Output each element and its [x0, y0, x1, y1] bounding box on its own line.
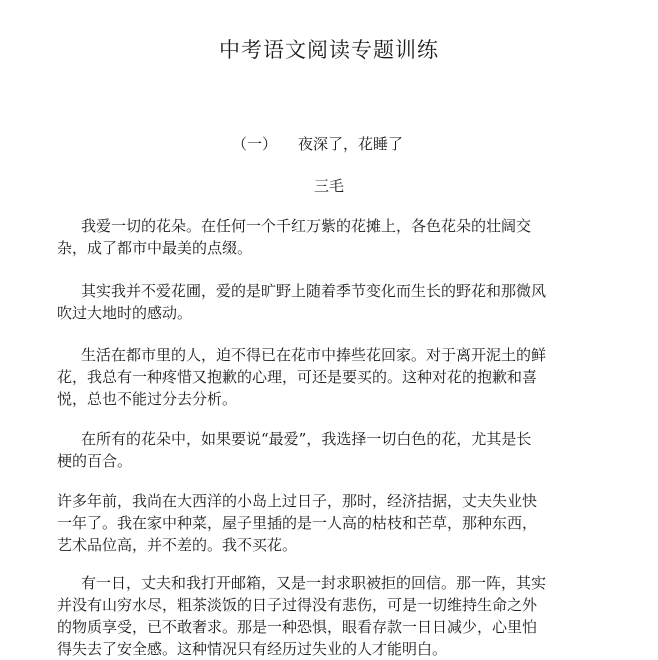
document-title: 中考语文阅读专题训练	[219, 38, 439, 62]
paragraph-line: 生活在都市里的人，迫不得已在花市中捧些花回家。对于离开泥土的鲜	[81, 346, 547, 364]
paragraph-line: 有一日，丈夫和我打开邮箱，又是一封求职被拒的回信。那一阵，其实	[81, 574, 547, 592]
paragraph-line: 梗的百合。	[57, 452, 133, 470]
paragraph-4	[57, 428, 587, 472]
paragraph-line: 并没有山穷水尽，粗茶淡饭的日子过得没有悲伤，可是一切维持生命之外	[57, 596, 538, 614]
paragraph-3	[57, 344, 587, 410]
paragraph-line: 悦，总也不能过分去分析。	[57, 390, 238, 408]
author-name: 三毛	[313, 177, 344, 195]
section-heading	[0, 133, 658, 155]
paragraph-line: 在所有的花朵中，如果要说“最爱”，我选择一切白色的花，尤其是长	[81, 430, 532, 448]
paragraph-5	[57, 490, 587, 556]
paragraph-6	[57, 572, 587, 660]
section-title: 夜深了，花睡了	[298, 135, 404, 153]
paragraph-line: 花，我总有一种疼惜又抱歉的心理，可还是要买的。这种对花的抱歉和喜	[57, 368, 538, 386]
paragraph-line: 艺术品位高，并不差的。我不买花。	[57, 536, 298, 554]
paragraph-line: 许多年前，我尚在大西洋的小岛上过日子，那时，经济拮据，丈夫失业快	[57, 492, 538, 510]
paragraph-1	[57, 215, 587, 259]
section-number: （一）	[232, 135, 278, 153]
paragraph-line: 一年了。我在家中种菜，屋子里插的是一人高的枯枝和芒草，那种东西，	[57, 514, 538, 532]
paragraph-line: 其实我并不爱花圃，爱的是旷野上随着季节变化而生长的野花和那微风	[81, 282, 547, 300]
paragraph-line: 的物质享受，已不敢奢求。那是一种恐惧，眼看存款一日日减少，心里怕	[57, 618, 538, 636]
paragraph-line: 杂，成了都市中最美的点缀。	[57, 239, 253, 257]
paragraph-line: 吹过大地时的感动。	[57, 304, 193, 322]
paragraph-line: 得失去了安全感。这种情况只有经历过失业的人才能明白。	[57, 640, 448, 658]
paragraph-line: 我爱一切的花朵。在任何一个千红万紫的花摊上，各色花朵的壮阔交	[81, 217, 532, 235]
paragraph-2	[57, 280, 587, 324]
